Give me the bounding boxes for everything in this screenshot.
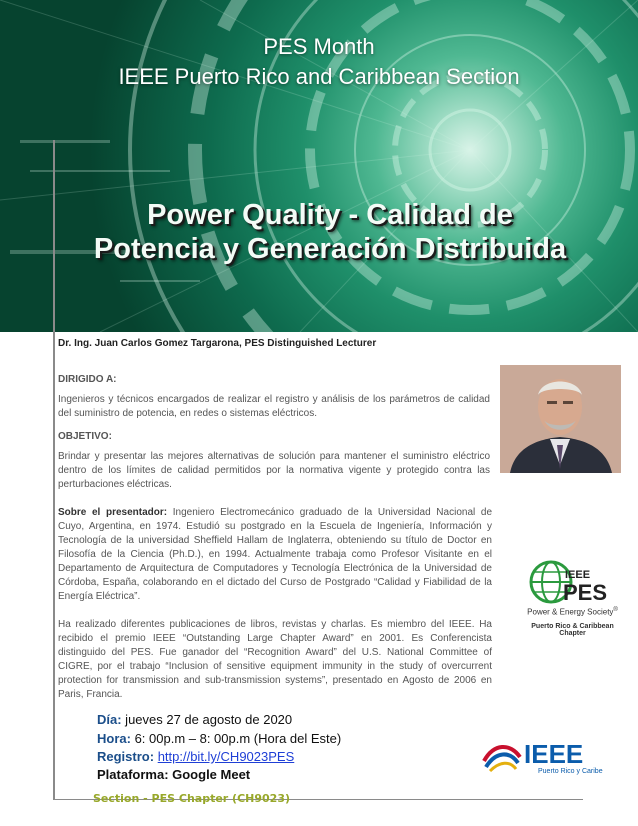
hero-section-name: IEEE Puerto Rico and Caribbean Section (118, 64, 520, 89)
event-platform: Plataforma: Google Meet (97, 767, 251, 782)
pes-chapter-line1: Puerto Rico & Caribbean (531, 622, 614, 630)
event-registration (97, 749, 294, 764)
dirigido-heading: DIRIGIDO A: (58, 374, 117, 385)
dirigido-text: Ingenieros y técnicos encargados de realizar el registro y análisis de los parámetros de calidad del suministro de potencia, en redes o sistemas eléctricos. (58, 394, 490, 419)
pes-globe-icon (515, 556, 630, 606)
footer-chapter: Section - PES Chapter (CH9023) (93, 792, 290, 805)
objetivo-heading: OBJETIVO: (58, 431, 112, 442)
presentador-bio: Ingeniero Electromecánico graduado de la Universidad Nacional de Cuyo, Argentina, en 1974. Estudió su postgrado en la Escuela de Ingeniería, Información y Tecnología de la universidad Sheffield Hallam de Inglaterra, obteniendo su título de Doctor en Filosofía de la Ciencia (Ph.D.), en 1994. Actualmente trabaja como Profesor Visitante en el Departamento de Arquitectura de Computadores y Tecnología Electrónica de la Universidad de Córdoba, España, colaborando en el dictado del Curso de Postgrado “Calidad y Fiabilidad de la Energía Eléctrica”. (58, 507, 493, 602)
event-registration-label: Registro: (97, 749, 155, 764)
pes-text: PES (563, 580, 608, 605)
page-title (0, 198, 638, 266)
lecturer-photo (500, 365, 621, 473)
ieee-swirl-icon (484, 747, 520, 771)
hero-event-name: PES Month (263, 34, 375, 59)
title-line-2: Potencia y Generación Distribuida (93, 233, 567, 265)
presentador-label: Sobre el presentador: (58, 507, 168, 518)
pes-registered-mark: ® (613, 607, 618, 613)
left-rule (53, 140, 55, 800)
presentador-awards: Ha realizado diferentes publicaciones de libros, revistas y charlas. Es miembro del IEEE. Ha recibido el premio IEEE “Outstanding Large Chapter Award” en 2001. Es Conferencista distinguido del PES. Fue ganador del “Recognition Award” del U.S. National Committee of CIGRE, por el trabajo “Inclusion of sensitive equipment immunity in the study of overcurrent protection for transmission and sub-transmission systems”, presentado en Agosto de 2006 en Paris, Francia. (58, 619, 492, 700)
pes-chapter-line2: Chapter (559, 629, 586, 637)
lecturer-name: Dr. Ing. Juan Carlos Gomez Targarona, PES Distinguished Lecturer (58, 338, 377, 349)
pes-ieee-text: IEEE (565, 569, 591, 581)
registration-link[interactable]: http://bit.ly/CH9023PES (157, 749, 295, 764)
event-time-value: 6: 00p.m – 8: 00p.m (Hora del Este) (130, 731, 342, 746)
pes-society-name: Power & Energy Society (527, 607, 614, 617)
event-time-label: Hora: (97, 731, 131, 746)
event-date-value: jueves 27 de agosto de 2020 (121, 712, 293, 727)
objetivo-text: Brindar y presentar las mejores alternativas de solución para mantener el suministro eléctrico dentro de los límites de calidad permitidos por la normativa vigente y protegido contra las perturbaciones eléctricas. (58, 451, 490, 490)
event-time (97, 731, 341, 746)
hero-banner (0, 0, 638, 332)
presentador-text (58, 506, 492, 604)
pes-society (515, 607, 630, 637)
ieee-logo-name: IEEE (524, 739, 584, 769)
title-line-1: Power Quality - Calidad de (147, 199, 513, 231)
event-date-label: Día: (97, 712, 122, 727)
ieee-logo (480, 735, 615, 777)
ieee-logo-sub: Puerto Rico y Caribe (538, 768, 603, 775)
event-date (97, 712, 292, 727)
